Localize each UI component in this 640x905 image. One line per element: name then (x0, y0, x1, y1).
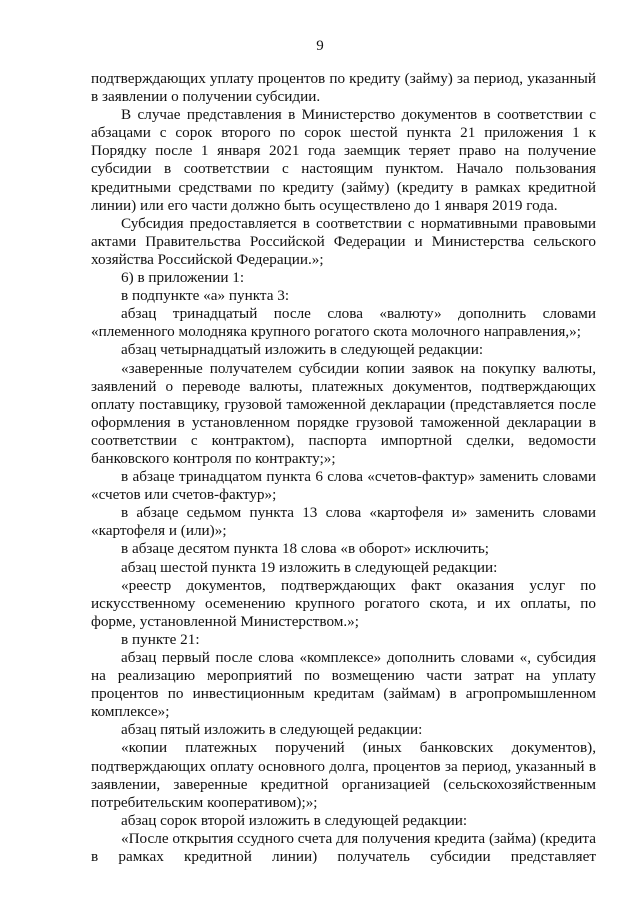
paragraph: абзац четырнадцатый изложить в следующей редакции: (121, 341, 484, 359)
paragraph: в абзаце десятом пункта 18 слова «в оборот» исключить; (121, 540, 489, 558)
paragraph: абзац шестой пункта 19 изложить в следующей редакции: (121, 558, 498, 576)
paragraph: в пункте 21: (121, 630, 200, 648)
paragraph: абзац сорок второй изложить в следующей редакции: (121, 811, 468, 829)
paragraph: 6) в приложении 1: (121, 269, 245, 287)
paragraph: «После открытия ссудного счета для получения кредита (займа) (кредита в рамках кредитной линии) получатель субсидии представляет (91, 829, 596, 866)
paragraph: абзац тринадцатый после слова «валюту» дополнить словами «племенного молодняка крупного рогатого скота молочного направления,»; (91, 305, 596, 341)
paragraph: в подпункте «а» пункта 3: (121, 287, 290, 305)
paragraph: Субсидия предоставляется в соответствии с нормативными правовыми актами Правительства Российской Федерации и Министерства сельского хозяйства Российской Федерации.»; (91, 214, 596, 268)
paragraph: «копии платежных поручений (иных банковских документов), подтверждающих оплату основного долга, процентов за период, указанный в заявлении, заверенные кредитной организацией (сельскохозяйственным потребительским кооперативом);»; (91, 739, 596, 811)
paragraph: в абзаце седьмом пункта 13 слова «картофеля и» заменить словами «картофеля и (или)»; (91, 504, 596, 540)
document-body (91, 70, 596, 866)
paragraph: «реестр документов, подтверждающих факт оказания услуг по искусственному осеменению крупного рогатого скота, и их оплаты, по форме, установленной Министерством.»; (91, 576, 596, 630)
paragraph: абзац пятый изложить в следующей редакции: (121, 721, 423, 739)
paragraph: абзац первый после слова «комплексе» дополнить словами «, субсидия на реализацию мероприятий по возмещению части затрат на уплату процентов по инвестиционным кредитам (займам) в агропромышленном комплексе»; (91, 649, 596, 721)
paragraph: подтверждающих уплату процентов по кредиту (займу) за период, указанный в заявлении о получении субсидии. (91, 70, 596, 106)
page-number: 9 (316, 38, 324, 54)
paragraph: в абзаце тринадцатом пункта 6 слова «счетов-фактур» заменить словами «счетов или счетов-фактур»; (91, 468, 596, 504)
paragraph: В случае представления в Министерство документов в соответствии с абзацами с сорок второго по сорок шестой пункта 21 приложения 1 к Порядку после 1 января 2021 года заемщик теряет право на получение субсидии в соответствии с настоящим пунктом. Начало пользования кредитными средствами по кредиту (займу) (кредиту в рамках кредитной линии) или его части должно быть осуществлено до 1 января 2019 года. (91, 106, 596, 214)
paragraph: «заверенные получателем субсидии копии заявок на покупку валюты, заявлений о переводе валюты, платежных документов, подтверждающих оплату поставщику, грузовой таможенной декларации (представляется после оформления в установленном порядке грузовой таможенной декларации в соответствии с контрактом), паспорта импортной сделки, ведомости банковского контроля по контракту;»; (91, 359, 596, 467)
